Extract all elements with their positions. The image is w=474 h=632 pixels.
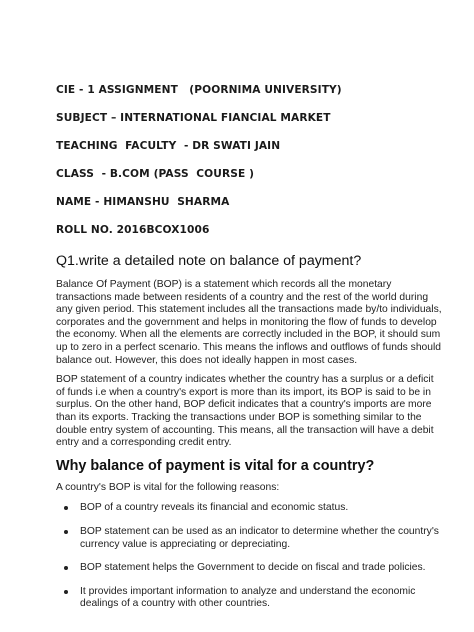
roll-number-line: ROLL NO. 2016BCOX1006 (56, 224, 210, 236)
list-item (56, 586, 444, 611)
list-item (56, 502, 444, 515)
class-line: CLASS - B.COM (PASS COURSE ) (56, 168, 255, 180)
list-item (56, 562, 444, 575)
bullet-icon (64, 530, 68, 534)
name-line: NAME - HIMANSHU SHARMA (56, 196, 230, 208)
list-item-text: It provides important information to analyze and understand the economic dealings of a country with other countries. (80, 585, 416, 610)
list-item (56, 526, 444, 551)
paragraph-definition: Balance Of Payment (BOP) is a statement which records all the monetary transactions made between residents of a country and the rest of the world during any given period. This statement includes all the transactions made by/to individuals, corporates and the government and helps in monitoring the flow of funds to develop the economy. When all the elements are correctly included in the BOP, it should sum up to zero in a perfect scenario. This means the inflows and outflows of funds should balance out. However, this does not ideally happen in most cases. (56, 279, 442, 366)
assignment-line: CIE - 1 ASSIGNMENT (POORNIMA UNIVERSITY) (56, 84, 342, 96)
subject-line: SUBJECT – INTERNATIONAL FIANCIAL MARKET (56, 112, 331, 124)
bullet-icon (64, 506, 68, 510)
section-intro: A country's BOP is vital for the following reasons: (56, 481, 280, 493)
bullet-icon (64, 566, 68, 570)
question-heading: Q1.write a detailed note on balance of payment? (56, 253, 362, 269)
list-item-text: BOP statement helps the Government to decide on fiscal and trade policies. (80, 562, 426, 574)
bullet-icon (64, 590, 68, 594)
section-heading: Why balance of payment is vital for a country? (56, 457, 375, 474)
list-item-text: BOP of a country reveals its financial and economic status. (80, 502, 349, 514)
reasons-list (56, 502, 444, 611)
list-item-text: BOP statement can be used as an indicator to determine whether the country's currency value is appreciating or depreciating. (80, 525, 439, 550)
faculty-line: TEACHING FACULTY - DR SWATI JAIN (56, 140, 281, 152)
paragraph-surplus-deficit: BOP statement of a country indicates whether the country has a surplus or a deficit of funds i.e when a country's export is more than its import, its BOP is said to be in surplus. On the other hand, BOP deficit indicates that a country's imports are more than its exports. Tracking the transactions under BOP is something similar to the double entry system of accounting. This means, all the transaction will have a debit entry and a corresponding credit entry. (56, 374, 434, 449)
